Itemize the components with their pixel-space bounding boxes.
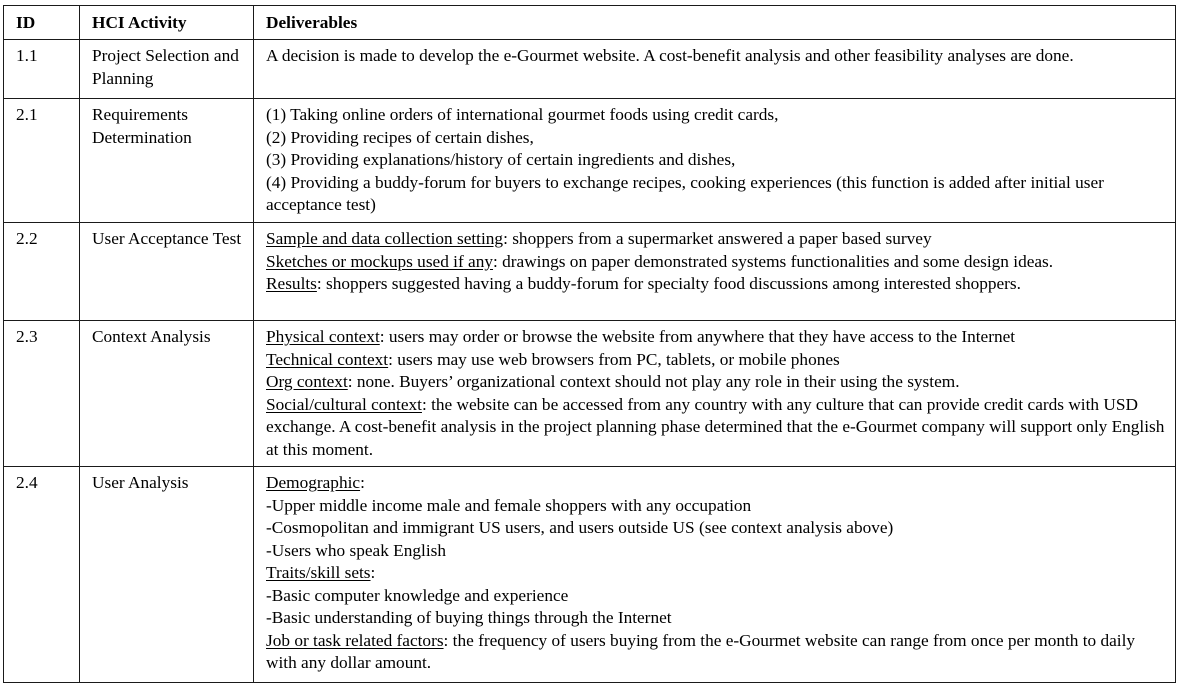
cell-deliverables <box>254 223 1176 321</box>
deliverable-label: Technical context <box>266 349 389 369</box>
header-deliverables <box>254 6 1176 40</box>
deliverable-text: : shoppers suggested having a buddy-forum for specialty food discussions among interested shoppers. <box>316 274 1021 293</box>
cell-deliverables <box>254 99 1176 223</box>
table-row <box>4 99 1176 223</box>
header-id <box>4 6 80 40</box>
deliverable-line <box>266 585 1167 608</box>
deliverable-label: Sketches or mockups used if any <box>266 251 494 271</box>
deliverable-line <box>266 273 1167 296</box>
deliverable-text: (3) Providing explanations/history of certain ingredients and dishes, <box>266 150 736 169</box>
cell-id <box>4 99 80 223</box>
deliverable-label: Traits/skill sets <box>266 563 371 582</box>
deliverable-line <box>266 540 1167 563</box>
deliverable-text: -Users who speak English <box>266 540 446 560</box>
cell-activity <box>80 99 254 223</box>
deliverable-line <box>266 472 1167 495</box>
deliverables-list <box>254 99 1175 217</box>
table-body <box>4 40 1176 683</box>
cell-activity <box>80 40 254 99</box>
deliverable-text: : none. Buyers’ organizational context should not play any role in their using the system. <box>347 372 960 391</box>
cell-deliverables <box>254 467 1176 683</box>
header-deliverables-label: Deliverables <box>266 13 358 32</box>
table-row <box>4 321 1176 467</box>
row-id: 1.1 <box>16 46 38 65</box>
deliverable-line <box>266 172 1167 217</box>
row-id: 2.3 <box>16 327 38 346</box>
deliverable-text: : drawings on paper demonstrated systems functionalities and some design ideas. <box>493 251 1054 271</box>
deliverable-line <box>266 495 1167 518</box>
row-id: 2.1 <box>16 105 38 124</box>
deliverable-label: Demographic <box>266 473 361 492</box>
deliverable-line <box>266 104 1167 127</box>
cell-deliverables <box>254 321 1176 467</box>
row-activity: Requirements Determination <box>92 105 192 147</box>
row-id: 2.2 <box>16 229 38 248</box>
deliverable-line <box>266 127 1167 150</box>
deliverable-text: (2) Providing recipes of certain dishes, <box>266 127 534 147</box>
deliverables-list <box>254 467 1175 675</box>
deliverable-line <box>266 607 1167 630</box>
deliverables-list <box>254 223 1175 296</box>
deliverable-label: Results <box>266 274 317 293</box>
deliverable-text: : the frequency of users buying from the e-Gourmet website can range from once per month to daily with any dollar amount. <box>266 630 1136 672</box>
row-activity: User Acceptance Test <box>92 229 242 248</box>
deliverable-text: -Basic computer knowledge and experience <box>266 585 569 605</box>
deliverable-text: : the website can be accessed from any country with any culture that can provide credit cards with USD exchange. A cost-benefit analysis in the project planning phase determined that the e-Gourmet company will support only English at this moment. <box>266 394 1165 459</box>
deliverable-line <box>266 149 1167 172</box>
table-row <box>4 223 1176 321</box>
deliverable-line <box>266 326 1167 349</box>
deliverable-label: Job or task related factors <box>266 630 444 650</box>
deliverable-line <box>266 251 1167 274</box>
deliverable-text: -Basic understanding of buying things through the Internet <box>266 608 672 627</box>
row-activity: User Analysis <box>92 473 189 492</box>
cell-activity <box>80 321 254 467</box>
deliverable-text: (4) Providing a buddy-forum for buyers to exchange recipes, cooking experiences (this function is added after initial user acceptance test) <box>266 172 1104 214</box>
cell-id <box>4 40 80 99</box>
deliverable-label: Org context <box>266 372 348 391</box>
deliverable-line <box>266 394 1167 462</box>
deliverable-text: -Cosmopolitan and immigrant US users, and users outside US (see context analysis above) <box>266 518 894 537</box>
table-header-row <box>4 6 1176 40</box>
deliverable-line <box>266 228 1167 251</box>
hci-deliverables-table <box>3 5 1176 683</box>
header-activity <box>80 6 254 40</box>
deliverables-list <box>254 321 1175 461</box>
deliverable-line <box>266 517 1167 540</box>
table-row <box>4 467 1176 683</box>
deliverable-label: Social/cultural context <box>266 394 422 414</box>
row-activity: Context Analysis <box>92 327 211 346</box>
cell-id <box>4 321 80 467</box>
deliverable-line <box>266 562 1167 585</box>
deliverables-list <box>254 40 1175 68</box>
deliverable-text: : users may use web browsers from PC, tablets, or mobile phones <box>388 349 840 369</box>
cell-activity <box>80 223 254 321</box>
deliverable-text: (1) Taking online orders of international gourmet foods using credit cards, <box>266 105 779 124</box>
deliverable-label: Physical context <box>266 327 380 346</box>
table-row <box>4 40 1176 99</box>
cell-id <box>4 467 80 683</box>
row-id: 2.4 <box>16 473 38 492</box>
deliverable-text: : shoppers from a supermarket answered a paper based survey <box>503 229 932 248</box>
deliverable-text: : <box>370 563 376 582</box>
header-activity-label: HCI Activity <box>92 13 187 32</box>
deliverable-line <box>266 371 1167 394</box>
deliverable-line <box>266 630 1167 675</box>
cell-id <box>4 223 80 321</box>
cell-deliverables <box>254 40 1176 99</box>
deliverable-text: A decision is made to develop the e-Gourmet website. A cost-benefit analysis and other feasibility analyses are done. <box>266 46 1074 65</box>
cell-activity <box>80 467 254 683</box>
deliverable-text: -Upper middle income male and female shoppers with any occupation <box>266 495 752 515</box>
header-id-label: ID <box>16 13 36 32</box>
deliverable-label: Sample and data collection setting <box>266 229 504 248</box>
deliverable-text: : users may order or browse the website from anywhere that they have access to the Internet <box>379 327 1016 346</box>
deliverable-text: : <box>360 473 365 492</box>
deliverable-line <box>266 349 1167 372</box>
deliverable-line <box>266 45 1167 68</box>
row-activity: Project Selection and Planning <box>92 46 239 88</box>
